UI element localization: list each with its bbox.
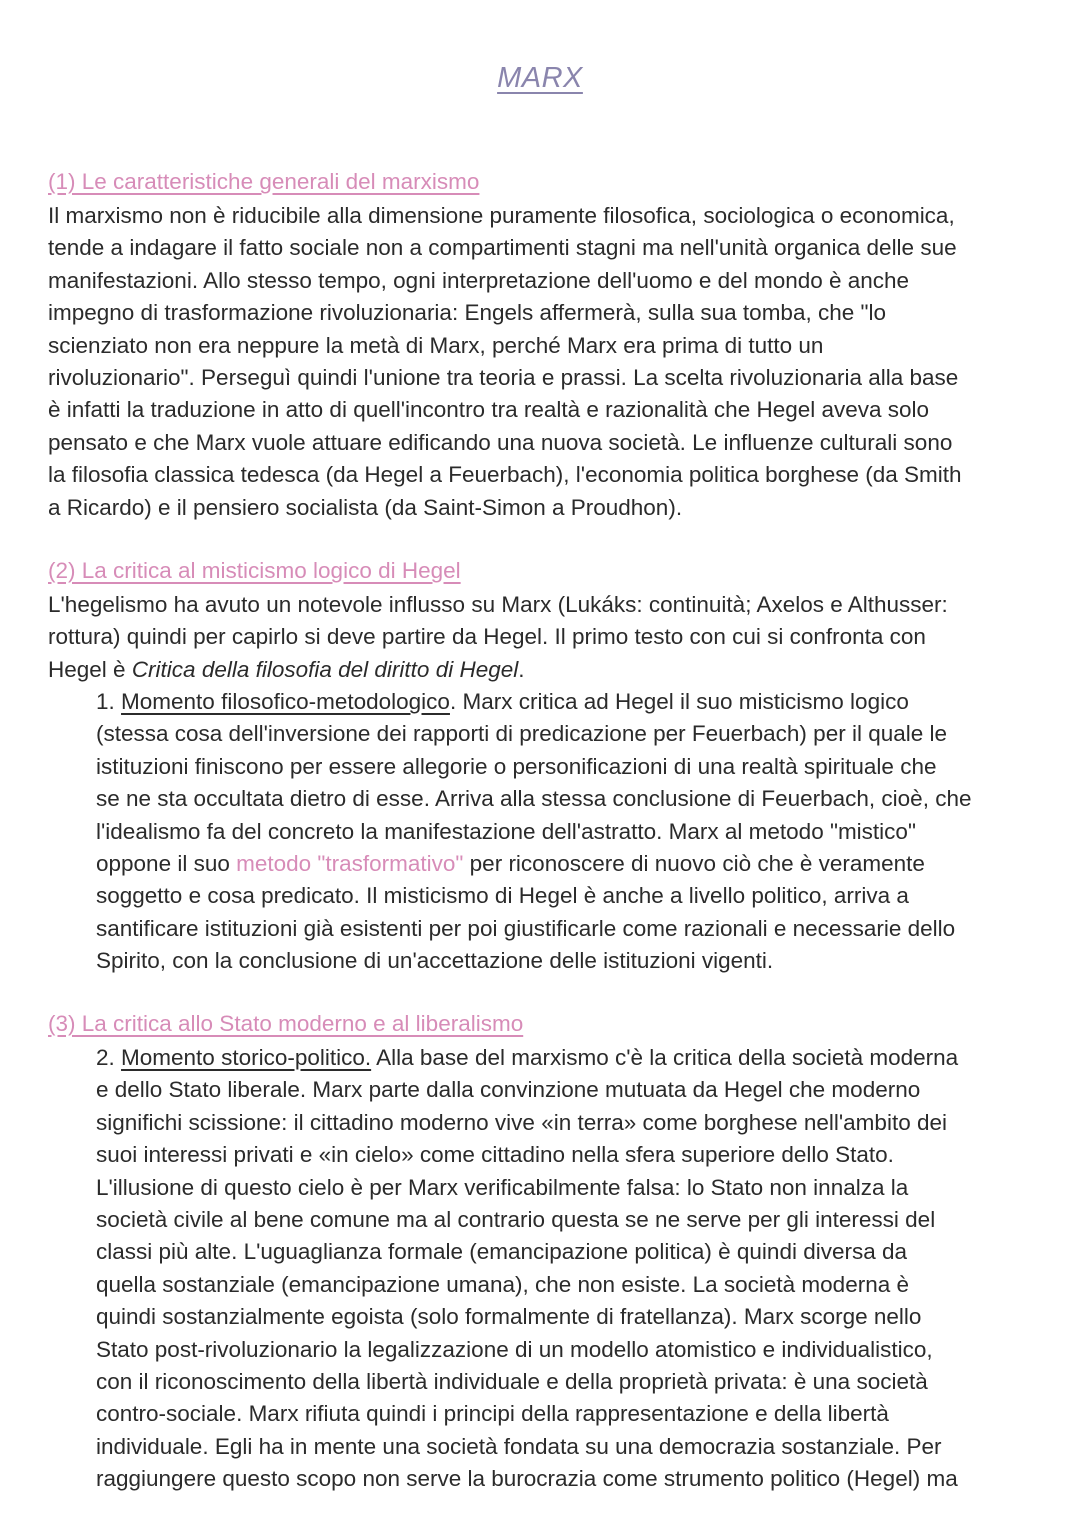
paragraph-line: impegno di trasformazione rivoluzionaria: Engels affermerà, sulla sua tomba, che "lo — [48, 300, 886, 326]
section-2-heading: (2) La critica al misticismo logico di Hegel — [48, 558, 461, 583]
list-item-label: Momento storico-politico. — [121, 1045, 372, 1070]
text-fragment: . — [518, 656, 525, 682]
paragraph-line: è infatti la traduzione in atto di quell'incontro tra realtà e razionalità che Hegel aveva solo — [48, 397, 930, 423]
paragraph-line: l'idealismo fa del concreto la manifestazione dell'astratto. Marx al metodo "mistico" — [96, 818, 916, 844]
list-item-first-line — [96, 686, 971, 718]
paragraph-line: tende a indagare il fatto sociale non a compartimenti stagni ma nell'unità organica delle sue — [48, 235, 957, 261]
paragraph-line: significhi scissione: il cittadino moderno vive «in terra» come borghese nell'ambito dei — [96, 1109, 947, 1135]
text-fragment: oppone il suo — [96, 850, 237, 876]
paragraph-line: manifestazioni. Allo stesso tempo, ogni interpretazione dell'uomo e del mondo è anche — [48, 267, 910, 293]
paragraph-line: rivoluzionario". Perseguì quindi l'unione tra teoria e prassi. La scelta rivoluzionaria alla base — [48, 364, 959, 390]
paragraph-line: individuale. Egli ha in mente una società fondata su una democrazia sostanziale. Per — [96, 1433, 942, 1459]
paragraph-line: classi più alte. L'uguaglianza formale (emancipazione politica) è quindi diversa da — [96, 1239, 908, 1265]
text-fragment: Alla base del marxismo c'è la critica della società moderna — [371, 1045, 959, 1070]
paragraph-line: L'illusione di questo cielo è per Marx verificabilmente falsa: lo Stato non innalza la — [96, 1174, 909, 1200]
section-1-heading: (1) Le caratteristiche generali del marxismo — [48, 169, 480, 194]
paragraph-line: scienziato non era neppure la metà di Marx, perché Marx era prima di tutto un — [48, 332, 824, 358]
highlighted-term: metodo "trasformativo" — [236, 850, 464, 876]
text-fragment: per riconoscere di nuovo ciò che è veramente — [463, 850, 925, 876]
paragraph-line: santificare istituzioni già esistenti per poi giustificarle come razionali e necessarie dello — [96, 915, 956, 941]
paragraph-line: istituzioni finiscono per essere allegorie o personificazioni di una realtà spirituale che — [96, 753, 937, 779]
paragraph-line — [96, 848, 971, 880]
list-item-label: Momento filosofico-metodologico — [121, 689, 450, 714]
section-3-heading: (3) La critica allo Stato moderno e al liberalismo — [48, 1011, 524, 1036]
section-1-body — [48, 200, 962, 524]
paragraph-line: contro-sociale. Marx rifiuta quindi i principi della rappresentazione e della libertà — [96, 1401, 889, 1427]
text-fragment: . Marx critica ad Hegel il suo misticismo logico — [449, 689, 909, 714]
paragraph-line: soggetto e cosa predicato. Il misticismo di Hegel è anche a livello politico, arriva a — [96, 883, 909, 909]
paragraph-line: con il riconoscimento della libertà individuale e della proprietà privata: è una società — [96, 1368, 928, 1394]
paragraph-line: L'hegelismo ha avuto un notevole influsso su Marx (Lukáks: continuità; Axelos e Althusser: — [48, 592, 948, 617]
list-item-2 — [96, 1042, 958, 1495]
paragraph-line: quindi sostanzialmente egoista (solo formalmente di fratellanza). Marx scorge nello — [96, 1304, 922, 1330]
list-item-first-line — [96, 1042, 958, 1074]
paragraph-line: Spirito, con la conclusione di un'accettazione delle istituzioni vigenti. — [96, 948, 774, 974]
paragraph-line: a Ricardo) e il pensiero socialista (da Saint-Simon a Proudhon). — [48, 494, 683, 520]
paragraph-line: suoi interessi privati e «in cielo» come cittadino nella sfera superiore dello Stato. — [96, 1142, 894, 1168]
paragraph-line: Il marxismo non è riducibile alla dimensione puramente filosofica, sociologica o economica, — [48, 203, 955, 228]
paragraph-line — [48, 654, 948, 686]
page-title: MARX — [497, 62, 583, 94]
list-item-1 — [96, 686, 971, 978]
paragraph-line: e dello Stato liberale. Marx parte dalla convinzione mutuata da Hegel che moderno — [96, 1077, 921, 1103]
paragraph-line: pensato e che Marx vuole attuare edificando una nuova società. Le influenze culturali sono — [48, 429, 953, 455]
paragraph-line: la filosofia classica tedesca (da Hegel a Feuerbach), l'economia politica borghese (da Smith — [48, 462, 962, 488]
list-number: 2. — [96, 1045, 122, 1070]
paragraph-line: se ne sta occultata dietro di esse. Arriva alla stessa conclusione di Feuerbach, cioè, che — [96, 786, 972, 812]
paragraph-line: (stessa cosa dell'inversione dei rapporti di predicazione per Feuerbach) per il quale le — [96, 721, 948, 747]
paragraph-line: società civile al bene comune ma al contrario questa se ne serve per gli interessi del — [96, 1206, 936, 1232]
list-number: 1. — [96, 689, 122, 714]
text-fragment: Hegel è — [48, 656, 132, 682]
paragraph-line: quella sostanziale (emancipazione umana), che non esiste. La società moderna è — [96, 1271, 909, 1297]
section-2-intro — [48, 589, 948, 686]
paragraph-line: Stato post-rivoluzionario la legalizzazione di un modello atomistico e individualistico, — [96, 1336, 933, 1362]
paragraph-line: raggiungere questo scopo non serve la burocrazia come strumento politico (Hegel) ma — [96, 1466, 958, 1492]
book-title: Critica della filosofia del diritto di Hegel — [131, 656, 519, 682]
paragraph-line: rottura) quindi per capirlo si deve partire da Hegel. Il primo testo con cui si confronta con — [48, 624, 926, 650]
